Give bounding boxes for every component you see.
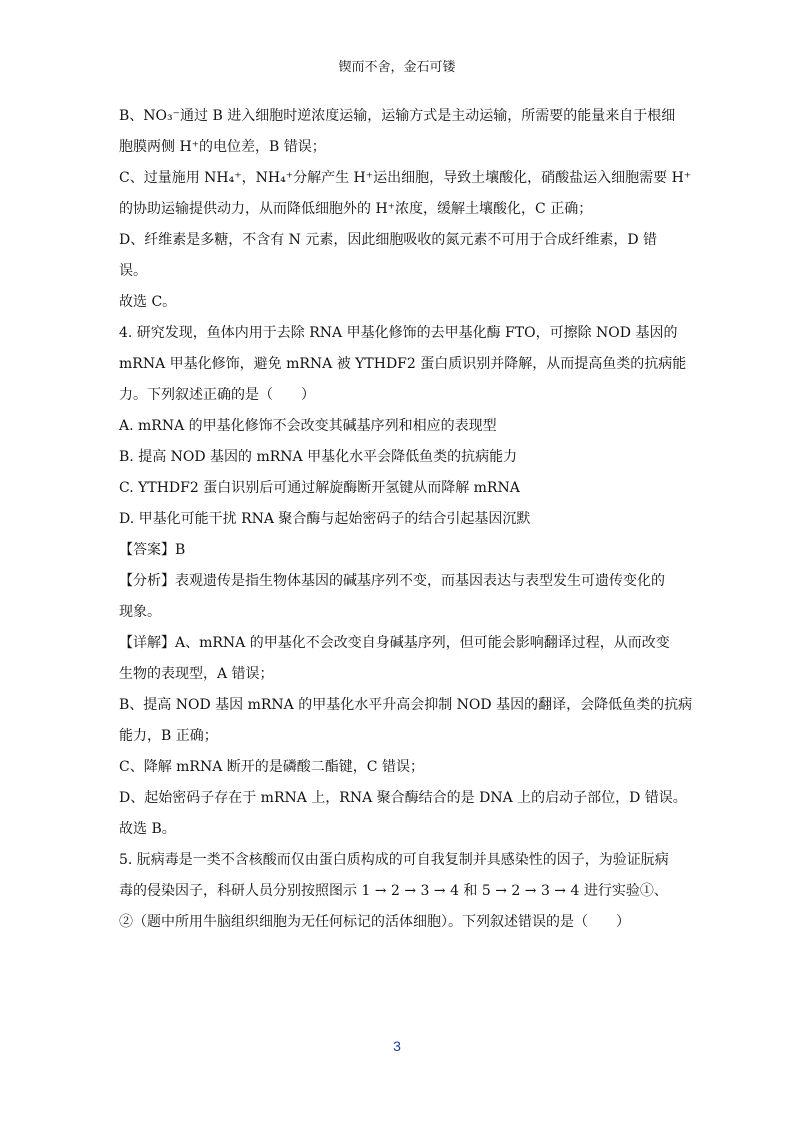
explanation-line: D、起始密码子存在于 mRNA 上，RNA 聚合酶结合的是 DNA 上的启动子部位，D 错误。 [119,790,687,806]
question-4-line: 力。下列叙述正确的是（ ） [119,387,315,403]
text-line: 的协助运输提供动力，从而降低细胞外的 H⁺浓度，缓解土壤酸化，C 正确； [119,201,593,217]
analysis-line: 【分析】表观遗传是指生物体基因的碱基序列不变，而基因表达与表型发生可遗传变化的 [119,573,665,589]
question-5-line: ②（题中所用牛脑组织细胞为无任何标记的活体细胞）。下列叙述错误的是（ ） [119,914,630,930]
analysis-line: 现象。 [119,604,161,620]
text-line: D、纤维素是多糖，不含有 N 元素，因此细胞吸收的氮元素不可用于合成纤维素，D 错 [119,232,658,248]
option-d: D. 甲基化可能干扰 RNA 聚合酶与起始密码子的结合引起基因沉默 [119,511,531,527]
option-b: B. 提高 NOD 基因的 mRNA 甲基化水平会降低鱼类的抗病能力 [119,449,518,465]
text-line: 误。 [119,263,147,279]
option-a: A. mRNA 的甲基化修饰不会改变其碱基序列和相应的表现型 [119,418,497,434]
answer-line: 【答案】B [119,542,186,558]
text-line: B、NO₃⁻通过 B 进入细胞时逆浓度运输，运输方式是主动运输，所需要的能量来自于根细 [119,108,676,124]
question-5-line: 5. 朊病毒是一类不含核酸而仅由蛋白质构成的可自我复制并具感染性的因子，为验证朊病 [119,852,669,868]
document-body [119,101,693,938]
question-4-line: mRNA 甲基化修饰，避免 mRNA 被 YTHDF2 蛋白质识别并降解，从而提高鱼类的抗病能 [119,356,687,372]
explanation-line: 【详解】A、mRNA 的甲基化不会改变自身碱基序列，但可能会影响翻译过程，从而改变 [119,635,670,651]
text-line: 故选 C。 [119,294,177,310]
text-line: 故选 B。 [119,821,176,837]
explanation-line: 能力，B 正确； [119,728,218,744]
question-5-line: 毒的侵染因子，科研人员分别按照图示 1 → 2 → 3 → 4 和 5 → 2 → 3 → 4 进行实验①、 [119,883,668,899]
page-header: 锲而不舍，金石可镂 [338,60,456,75]
explanation-line: 生物的表现型，A 错误； [119,666,274,682]
page-number: 3 [393,1038,401,1054]
explanation-line: C、降解 mRNA 断开的是磷酸二酯键，C 错误； [119,759,424,775]
option-c: C. YTHDF2 蛋白识别后可通过解旋酶断开氢键从而降解 mRNA [119,480,520,496]
question-4-line: 4. 研究发现，鱼体内用于去除 RNA 甲基化修饰的去甲基化酶 FTO，可擦除 NOD 基因的 [119,325,678,341]
explanation-line: B、提高 NOD 基因 mRNA 的甲基化水平升高会抑制 NOD 基因的翻译，会降低鱼类的抗病 [119,697,693,713]
text-line: 胞膜两侧 H⁺的电位差，B 错误； [119,139,326,155]
text-line: C、过量施用 NH₄⁺，NH₄⁺分解产生 H⁺运出细胞，导致土壤酸化，硝酸盐运入细胞需要 H⁺ [119,170,692,186]
